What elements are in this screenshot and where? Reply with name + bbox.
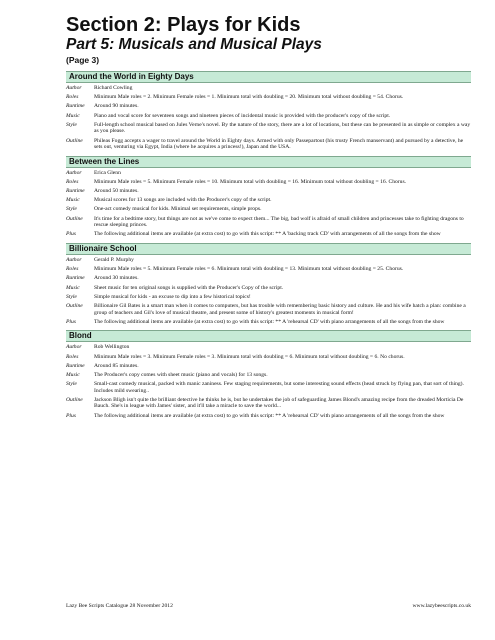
detail-value: The following additional items are available (at extra cost) to go with this script: ** A 'backing track CD' with arrangements of all the songs from the show: [94, 231, 441, 238]
detail-value: Sheet music for ten original songs is supplied with the Producer's Copy of the script.: [94, 284, 284, 291]
detail-label: Runtime: [66, 188, 85, 195]
detail-label: Outline: [66, 137, 83, 144]
play-detail-row: [66, 303, 471, 316]
detail-value: Full-length school musical based on Jules Verne's novel. By the nature of the story, there are a lot of locations, but these can be presented in as simple or complex a way as you please.: [94, 121, 471, 135]
detail-label: Music: [66, 371, 80, 378]
detail-label: Music: [66, 284, 80, 291]
play-entry: [66, 156, 471, 238]
play-detail-row: [66, 275, 471, 282]
detail-label: Roles: [66, 94, 79, 101]
footer-website: www.lazybeescripts.co.uk: [412, 603, 471, 609]
detail-label: Roles: [66, 353, 79, 360]
detail-label: Plus: [66, 231, 76, 238]
detail-value: Minimum Male roles = 5. Minimum Female roles = 10. Minimum total with doubling = 16. Minimum total without doubling = 16. Chorus.: [94, 178, 407, 185]
play-detail-row: [66, 206, 471, 213]
detail-label: Runtime: [66, 275, 85, 282]
detail-value: Gerald P. Murphy: [94, 257, 134, 264]
detail-value: Musical scores for 13 songs are included with the Producer's copy of the script.: [94, 197, 272, 204]
page-footer: [66, 603, 471, 610]
detail-value: Billionaire Gil Bates is a smart man when it comes to computers, but has trouble with remembering basic history and culture. He and his wife hatch a plan: combine a group of teachers and Gil's love of musical theatre, and present some of history's greatest moments in musical form!: [94, 302, 466, 316]
play-detail-row: [66, 285, 471, 292]
detail-value: Around 85 minutes.: [94, 362, 139, 369]
play-detail-row: [66, 372, 471, 379]
play-detail-row: [66, 257, 471, 264]
play-detail-row: [66, 413, 471, 420]
play-detail-row: [66, 188, 471, 195]
detail-value: The Producer's copy comes with sheet music (piano and vocals) for 13 songs.: [94, 371, 268, 378]
detail-label: Music: [66, 197, 80, 204]
play-entry: [66, 71, 471, 151]
play-entry: [66, 243, 471, 325]
detail-label: Roles: [66, 178, 79, 185]
detail-value: Simple musical for kids - an excuse to dip into a few historical topics!: [94, 293, 251, 300]
play-detail-row: [66, 266, 471, 273]
detail-label: Author: [66, 85, 82, 91]
detail-value: Around 50 minutes.: [94, 188, 139, 195]
detail-label: Style: [66, 381, 77, 388]
detail-value: Piano and vocal score for seventeen songs and nineteen pieces of incidental music is provided with the producer's copy of the script.: [94, 112, 391, 119]
detail-value: Rob Wellington: [94, 344, 130, 351]
detail-label: Outline: [66, 215, 83, 222]
page-number-note: (Page 3): [66, 55, 100, 65]
play-listings: [66, 71, 471, 419]
footer-catalogue-date: Lazy Bee Scripts Catalogue 28 November 2012: [66, 603, 173, 609]
play-entry: [66, 330, 471, 419]
detail-value: Erica Glenn: [94, 169, 121, 176]
page-subtitle: Part 5: Musicals and Musical Plays: [66, 36, 322, 53]
detail-label: Plus: [66, 318, 76, 325]
play-detail-row: [66, 103, 471, 110]
detail-value: It's time for a bedtime story, but things are not as we've come to expect them... The big, bad wolf is afraid of small children and princesses take to fighting dragons to rescue sleeping princes.: [94, 215, 464, 229]
detail-label: Author: [66, 169, 82, 176]
detail-value: Around 90 minutes.: [94, 103, 139, 110]
play-detail-row: [66, 363, 471, 370]
detail-value: Richard Cowling: [94, 85, 133, 91]
detail-value: The following additional items are available (at extra cost) to go with this script: ** A 'rehearsal CD' with piano arrangements of all the songs from the show: [94, 318, 445, 325]
play-detail-row: [66, 170, 471, 177]
play-detail-row: [66, 397, 471, 410]
page-title: Section 2: Plays for Kids: [66, 14, 301, 36]
play-title: Around the World in Eighty Days: [66, 71, 471, 83]
play-detail-row: [66, 113, 471, 120]
detail-value: Small-cast comedy musical, packed with manic zaniness. Few staging requirements, but some interesting sound effects (head struck by flying pan, that sort of thing). Includes mild swearing..: [94, 381, 464, 394]
detail-label: Plus: [66, 412, 76, 419]
detail-label: Style: [66, 121, 77, 128]
play-detail-row: [66, 179, 471, 186]
detail-value: Around 30 minutes.: [94, 275, 139, 282]
play-title: Billionaire School: [66, 243, 471, 255]
detail-label: Style: [66, 293, 77, 300]
play-detail-row: [66, 197, 471, 204]
detail-value: The following additional items are available (at extra cost) to go with this script: ** A 'rehearsal CD' with piano arrangements of all the songs from the show: [94, 412, 445, 419]
detail-value: Jackson Bligh isn't quite the brilliant detective he thinks he is, but he undertakes the job of safeguarding James Blond's amazing recipe from the dreaded Morticia De Bauch. She's in league with James' sister, and it'll take a miracle to save the world...: [94, 396, 464, 410]
detail-label: Runtime: [66, 103, 85, 110]
detail-label: Author: [66, 344, 82, 351]
play-title: Blond: [66, 330, 471, 342]
play-detail-row: [66, 381, 471, 394]
play-title: Between the Lines: [66, 156, 471, 168]
play-detail-row: [66, 319, 471, 326]
detail-label: Outline: [66, 302, 83, 309]
play-detail-row: [66, 94, 471, 101]
detail-value: One-act comedy musical for kids. Minimal set requirements, simple props.: [94, 206, 262, 213]
detail-label: Style: [66, 206, 77, 213]
play-detail-row: [66, 122, 471, 135]
play-detail-row: [66, 231, 471, 238]
play-detail-row: [66, 294, 471, 301]
play-detail-row: [66, 344, 471, 351]
detail-value: Minimum Male roles = 2. Minimum Female roles = 1. Minimum total with doubling = 20. Minimum total without doubling = 54. Chorus.: [94, 94, 404, 101]
detail-label: Author: [66, 257, 82, 264]
detail-label: Runtime: [66, 362, 85, 369]
detail-value: Phileas Fogg accepts a wager to travel around the World in Eighty days. Armed with only Passepartout (his trusty French manservant) and pursued by a detective, he sets out, venturing via Egypt, India (where he acquires a princess!), Japan and the USA.: [94, 137, 464, 151]
play-detail-row: [66, 354, 471, 361]
detail-value: Minimum Male roles = 5. Minimum Female roles = 6. Minimum total with doubling = 13. Minimum total without doubling = 25. Chorus.: [94, 266, 404, 273]
detail-label: Roles: [66, 266, 79, 273]
detail-label: Music: [66, 112, 80, 119]
play-detail-row: [66, 85, 471, 92]
detail-value: Minimum Male roles = 3. Minimum Female roles = 3. Minimum total with doubling = 6. Minimum total without doubling = 6. No chorus.: [94, 353, 405, 360]
play-detail-row: [66, 138, 471, 151]
play-detail-row: [66, 216, 471, 229]
detail-label: Outline: [66, 396, 83, 403]
